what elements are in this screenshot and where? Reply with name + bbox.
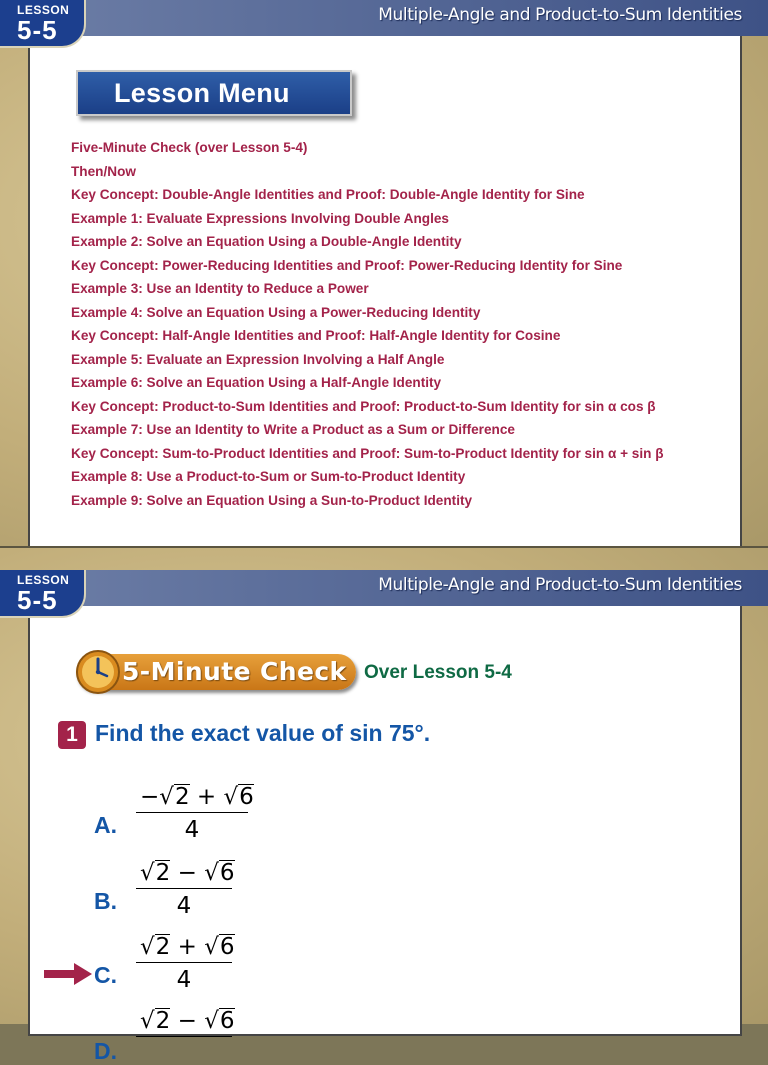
choice-c-operator: +	[177, 934, 197, 960]
radical-2: √6	[223, 784, 254, 810]
menu-item-key-concept-half-angle[interactable]: Key Concept: Half-Angle Identities and Proof: Half-Angle Identity for Cosine	[71, 328, 561, 343]
choice-d-numerator	[136, 1008, 235, 1037]
lesson-menu-label: Lesson Menu	[114, 78, 290, 108]
menu-item-example-9[interactable]: Example 9: Solve an Equation Using a Sun-to-Product Identity	[71, 492, 473, 508]
choice-b-letter[interactable]: B.	[94, 888, 117, 914]
radicand-1: 2	[155, 934, 171, 960]
choice-a-numerator	[136, 784, 254, 813]
choice-a-sign: −	[140, 784, 160, 810]
radical-2: √6	[204, 934, 235, 960]
radical-1: √2	[140, 1008, 171, 1034]
choice-d-letter[interactable]: D.	[94, 1038, 117, 1064]
radical-1: √2	[140, 934, 171, 960]
choice-a-operator: +	[196, 784, 217, 810]
radical-2: √6	[204, 860, 235, 886]
badge-lesson-number: 5-5	[17, 585, 58, 615]
choice-b-denominator: 4	[176, 893, 192, 919]
radicand-2: 6	[219, 1008, 235, 1034]
choice-d-operator: −	[177, 1008, 197, 1034]
lesson-badge	[0, 0, 86, 48]
menu-item-key-concept-sum-to-product[interactable]: Key Concept: Sum-to-Product Identities and Proof: Sum-to-Product Identity for sin α + sin β	[71, 445, 664, 461]
lesson-banner	[0, 0, 768, 36]
choice-c-fraction[interactable]	[136, 934, 235, 993]
choice-d-fraction[interactable]	[136, 1008, 235, 1037]
question-text: Find the exact value of sin 75°.	[95, 720, 431, 746]
lesson-menu-list	[71, 136, 664, 512]
menu-item-key-concept-double-angle[interactable]: Key Concept: Double-Angle Identities and Proof: Double-Angle Identity for Sine	[71, 187, 585, 202]
menu-item-example-1[interactable]: Example 1: Evaluate Expressions Involving Double Angles	[71, 210, 449, 226]
correct-answer-arrow-icon	[44, 963, 92, 985]
choice-b-operator: −	[177, 860, 197, 886]
five-minute-check-label: 5-Minute Check	[122, 657, 347, 686]
radical-1: √2	[159, 784, 190, 810]
menu-item-five-minute-check[interactable]: Five-Minute Check (over Lesson 5-4)	[71, 140, 308, 155]
menu-item-example-6[interactable]: Example 6: Solve an Equation Using a Half-Angle Identity	[71, 375, 442, 390]
radicand-2: 6	[219, 860, 235, 886]
clock-icon	[74, 648, 122, 696]
menu-item-key-concept-power-reducing[interactable]: Key Concept: Power-Reducing Identities and Proof: Power-Reducing Identity for Sine	[71, 257, 623, 273]
radicand-1: 2	[155, 1008, 171, 1034]
over-lesson-label: Over Lesson 5-4	[364, 662, 512, 683]
choice-b-numerator	[136, 860, 235, 889]
radicand-2: 6	[239, 784, 254, 810]
lesson-badge	[0, 570, 86, 618]
five-minute-check-slide	[0, 548, 768, 1064]
choice-b-fraction[interactable]	[136, 860, 235, 919]
menu-item-example-4[interactable]: Example 4: Solve an Equation Using a Power-Reducing Identity	[71, 304, 481, 320]
menu-item-then-now[interactable]: Then/Now	[71, 163, 136, 179]
badge-lesson-number: 5-5	[17, 15, 58, 45]
question-number-badge: 1	[58, 721, 86, 749]
menu-item-example-5[interactable]: Example 5: Evaluate an Expression Involving a Half Angle	[71, 351, 445, 367]
radical-1: √2	[140, 860, 171, 886]
menu-item-key-concept-product-to-sum[interactable]: Key Concept: Product-to-Sum Identities and Proof: Product-to-Sum Identity for sin α cos β	[71, 398, 656, 414]
menu-item-example-7[interactable]: Example 7: Use an Identity to Write a Product as a Sum or Difference	[71, 422, 515, 437]
radicand-1: 2	[174, 784, 190, 810]
badge-lesson-label: LESSON	[17, 573, 70, 587]
radicand-1: 2	[155, 860, 171, 886]
radicand-2: 6	[219, 934, 235, 960]
badge-lesson-label: LESSON	[17, 3, 70, 17]
banner-title: Multiple-Angle and Product-to-Sum Identities	[378, 575, 742, 595]
lesson-banner	[0, 570, 768, 606]
menu-item-example-3[interactable]: Example 3: Use an Identity to Reduce a Power	[71, 281, 369, 296]
choice-a-denominator: 4	[184, 817, 200, 843]
menu-item-example-8[interactable]: Example 8: Use a Product-to-Sum or Sum-to-Product Identity	[71, 469, 466, 484]
radical-2: √6	[204, 1008, 235, 1034]
choice-c-numerator	[136, 934, 235, 963]
menu-item-example-2[interactable]: Example 2: Solve an Equation Using a Double-Angle Identity	[71, 234, 462, 249]
choice-c-denominator: 4	[176, 967, 192, 993]
choice-c-letter[interactable]: C.	[94, 962, 117, 988]
lesson-menu-button[interactable]	[76, 70, 352, 116]
choice-a-fraction[interactable]	[136, 784, 254, 843]
banner-title: Multiple-Angle and Product-to-Sum Identities	[378, 5, 742, 25]
choice-a-letter[interactable]: A.	[94, 812, 117, 838]
